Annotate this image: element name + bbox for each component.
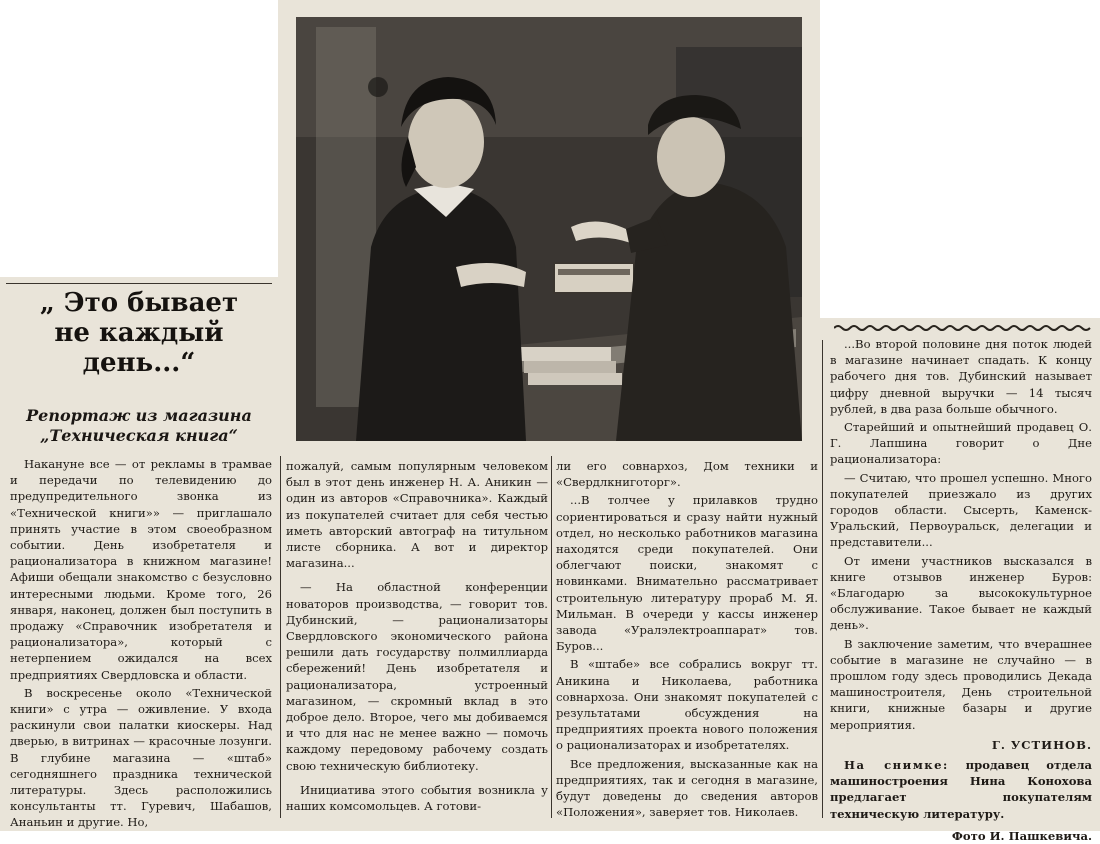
wavy-divider <box>834 324 1092 332</box>
paragraph: Все предложения, высказанные как на предприятиях, так и сегодня в магазине, будут доведены до сведения авторов «Положения», заверяет тов. Николаев. <box>556 756 818 820</box>
paragraph: В воскресенье около «Технической книги» с утра — оживление. У входа раскинули свои палатки киоскеры. Над дверью, в витринах — красочные лозунги. В глубине магазина — «штаб» сегодняшнего праздника технической литературы. Здесь расположились консультанты тт. Гуревич, Шабашов, Ананьин и другие. Но, <box>10 685 272 830</box>
paragraph: ...Во второй половине дня поток людей в магазине начинает спадать. К концу рабочего дня тов. Дубинский называет цифру дневной выручки — 14 тысяч рублей, в два раза больше обычного. <box>830 337 1092 416</box>
photo-icon <box>296 17 802 441</box>
paragraph: В заключение заметим, что вчерашнее событие в магазине не случайно — в прошлом году здесь проводились Декада машиностроителя, День строительной книги, книжные базары и другие мероприятия. <box>830 636 1092 732</box>
text-column-4 <box>830 336 1092 844</box>
column-rule <box>280 456 281 818</box>
photo-caption <box>830 757 1092 822</box>
text-column-1 <box>10 456 272 831</box>
article-photo <box>296 17 802 441</box>
paragraph: ...В толчее у прилавков трудно сориентироваться и сразу найти нужный отдел, но несколько работников магазина находятся среди покупателей. Они облегчают поиски, знакомят с новинками. Внимательно рассматривает строительную литературу прораб М. Я. Мильман. В очереди у кассы инженер завода «Уралэлектроаппарат» тов. Буров... <box>556 493 818 654</box>
headline-line: день...“ <box>82 348 196 378</box>
paragraph: От имени участников высказался в книге отзывов инженер Буров: «Благодарю за высококультурное обслуживание. Такое бывает не каждый день». <box>830 553 1092 633</box>
headline-line: „ Это бывает <box>39 288 239 318</box>
paragraph: Старейший и опытнейший продавец О. Г. Лапшина говорит о Дне рационализатора: <box>830 420 1092 467</box>
paragraph: — Считаю, что прошел успешно. Много покупателей приезжало из других городов области. Сысерть, Каменск-Уральский, Первоуральск, делегации и представители... <box>830 470 1092 550</box>
article-headline <box>8 288 270 378</box>
article-subheadline <box>8 406 270 446</box>
paragraph: ли его совнархоз, Дом техники и «Свердлкниготорг». <box>556 459 818 490</box>
column-rule <box>551 456 552 818</box>
text-column-2 <box>286 458 548 814</box>
subheadline-line: Репортаж из магазина <box>26 406 252 425</box>
subheadline-line: „Техническая книга“ <box>40 426 238 445</box>
headline-top-rule <box>6 283 272 284</box>
paragraph: пожалуй, самым популярным человеком был в этот день инженер Н. А. Аникин — один из авторов «Справочника». Каждый из покупателей считает для себя честью иметь авторский автограф на титульном листе сборника. А вот и директор магазина... <box>286 459 548 571</box>
paragraph: Инициатива этого события возникла у наших комсомольцев. А готови- <box>286 782 548 814</box>
caption-label: На снимке: <box>844 758 949 773</box>
caption-text: продавец отдела машиностроения Нина Конохова предлагает покупателям техническую литературу. <box>830 758 1093 821</box>
author-signature: Г. УСТИНОВ. <box>991 737 1092 752</box>
headline-line: не каждый <box>54 318 224 348</box>
photo-credit: Фото И. Пашкевича. <box>951 828 1092 843</box>
column-rule <box>822 340 823 818</box>
paragraph: В «штабе» все собрались вокруг тт. Аникина и Николаева, работника совнархоза. Они знакомят покупателей с результатами обсуждения на предприятиях проекта нового положения о рационализаторах и изобретателях. <box>556 657 818 753</box>
paragraph: Накануне все — от рекламы в трамвае и передачи по телевидению до предупредительного звонка из «Технической книги»» — приглашало принять участие в этом своеобразном событии. День изобретателя и рационализатора в книжном магазине! Афиши обещали знакомство с безусловно интересными людьми. Кроме того, 26 января, наконец, должен был поступить в продажу «Справочник изобретателя и рационализатора», который с нетерпением ожидался на всех предприятиях Свердловска и области. <box>10 457 272 682</box>
text-column-3 <box>556 458 818 820</box>
paragraph: — На областной конференции новаторов производства, — говорит тов. Дубинский, — рационализаторы Свердловского экономического района решили дать государству полмиллиарда сбережений! День изобретателя и рационализатора, устроенный магазином, — скромный вклад в это доброе дело. Второе, чего мы добиваемся и что для нас не менее важно — помочь каждому передовому рабочему создать свою техническую библиотеку. <box>286 580 548 773</box>
